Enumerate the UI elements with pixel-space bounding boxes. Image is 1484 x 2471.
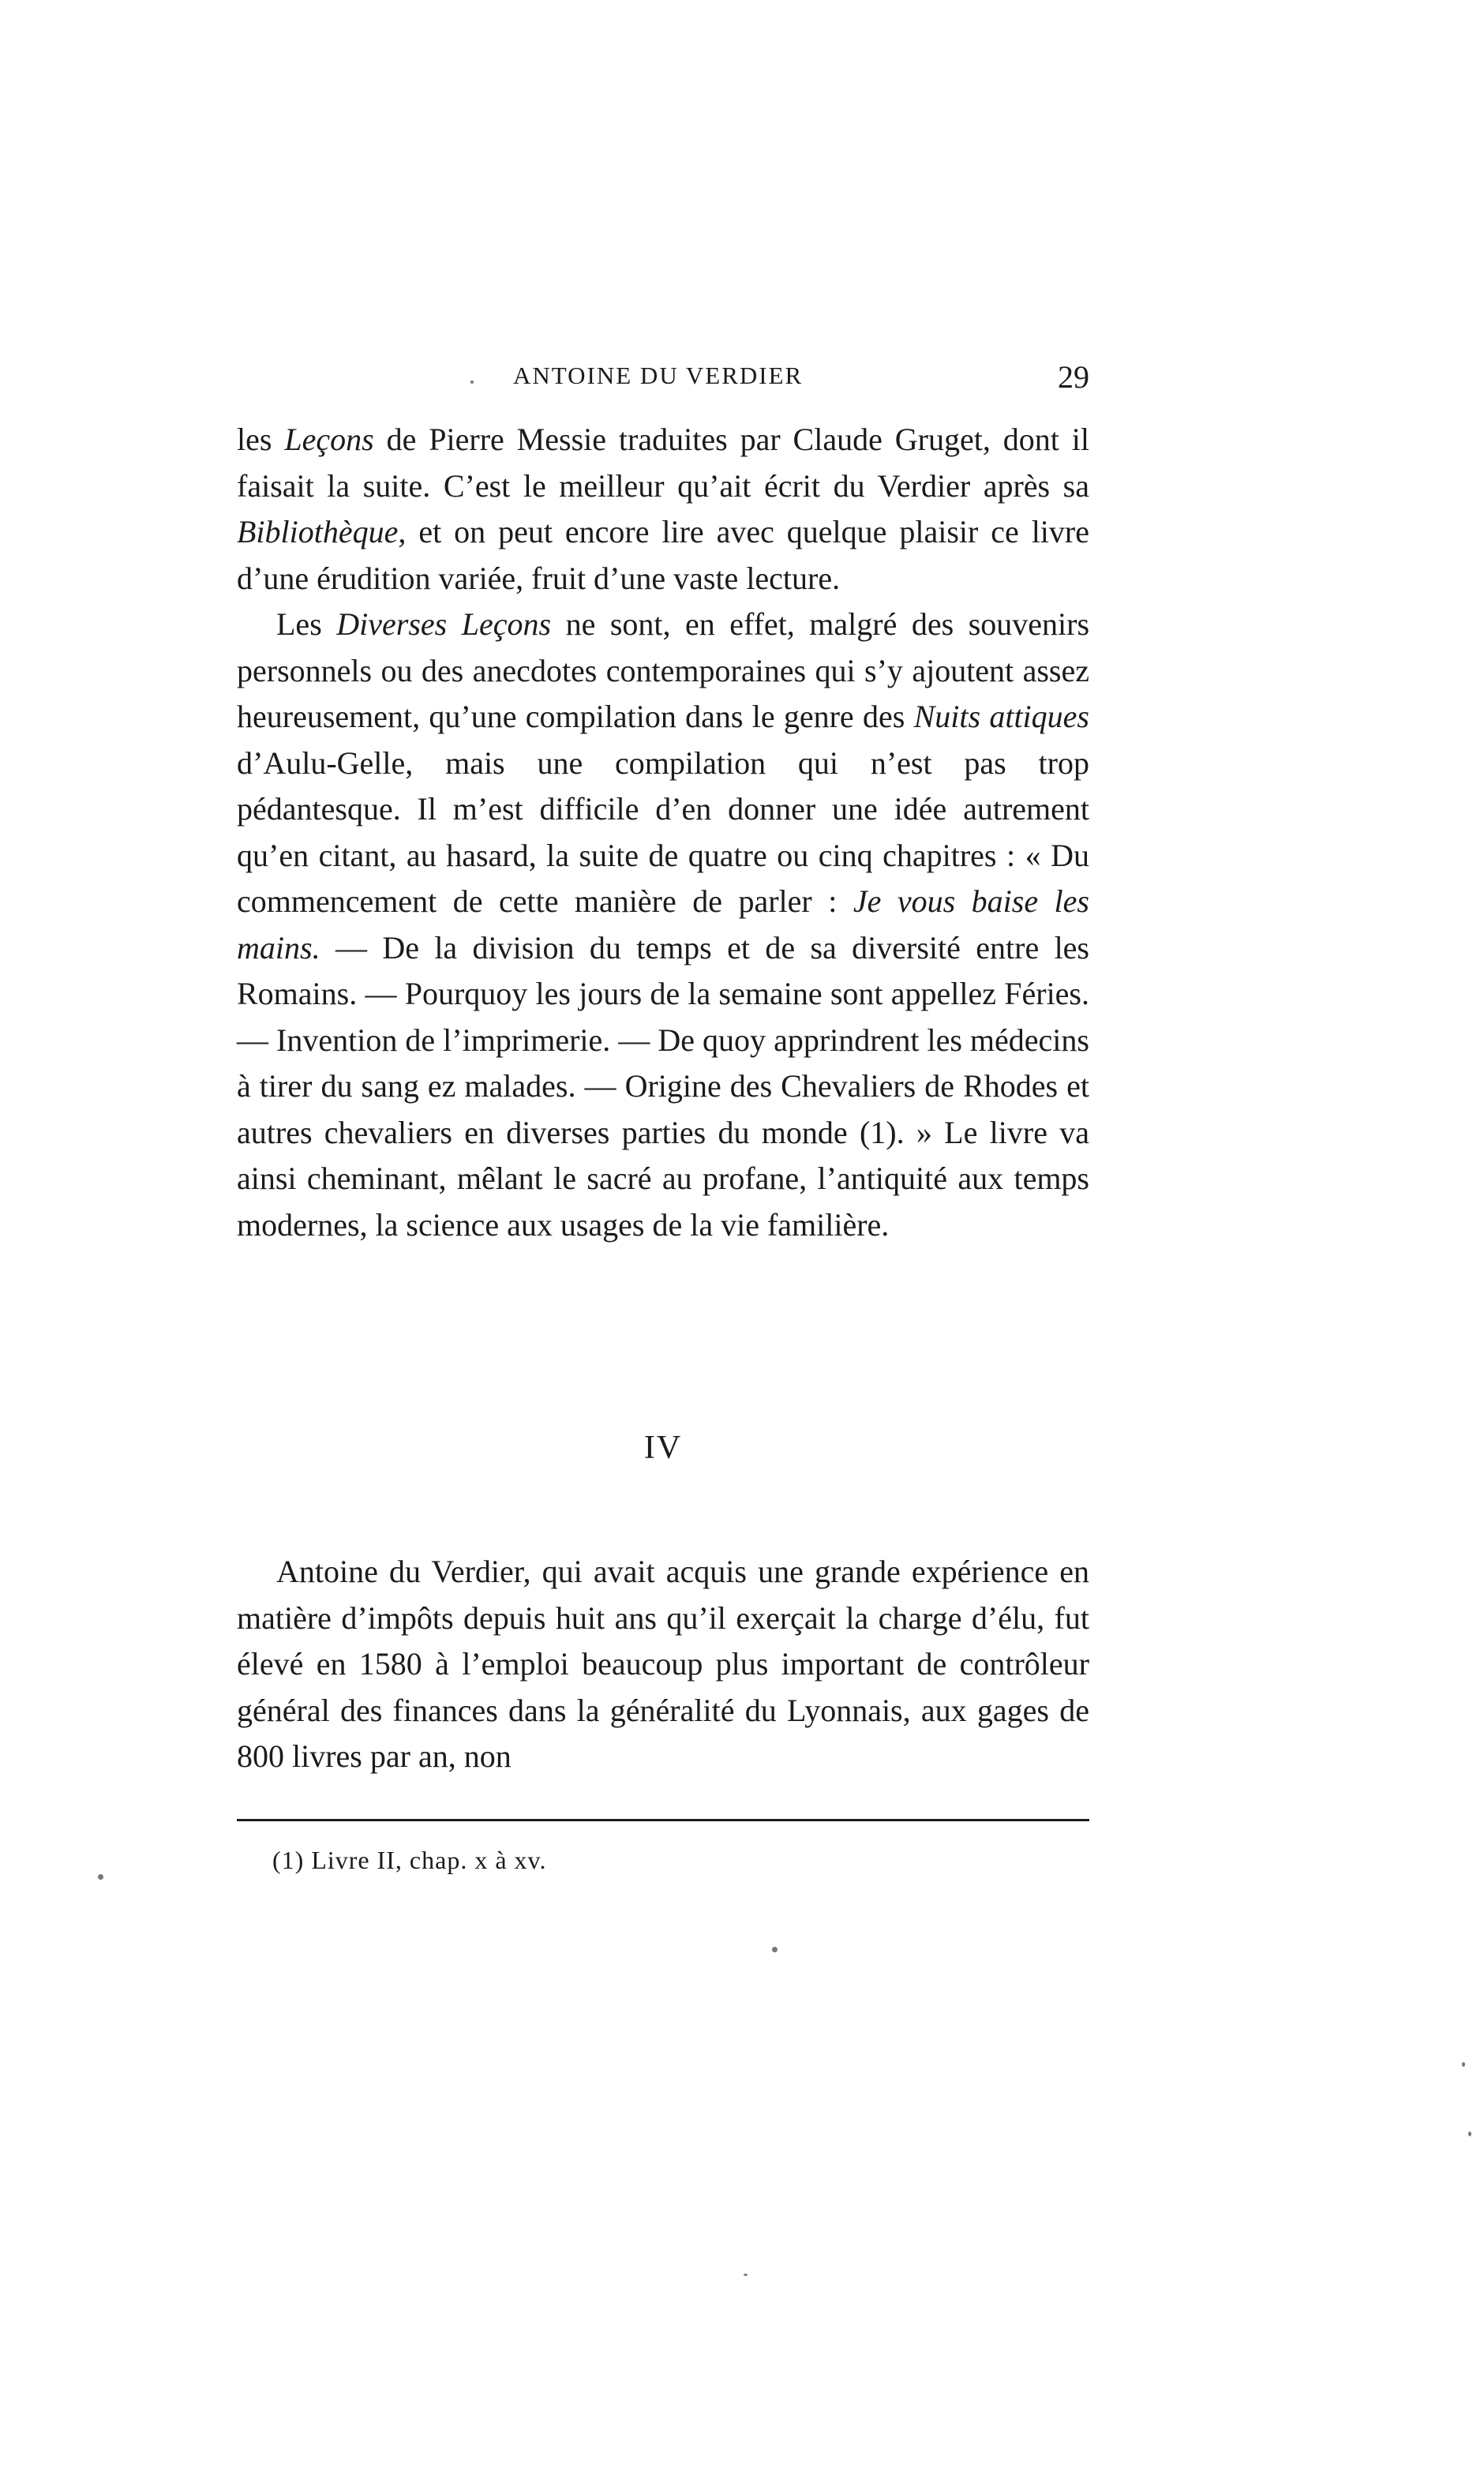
paragraph bbox=[237, 417, 1089, 602]
paragraph bbox=[237, 602, 1089, 1248]
text-run: d’Aulu-Gelle, mais une compilation qui n’est pas trop pédantesque. Il m’est difficile d’en donner une idée autrement qu’en citant, au hasard, la suite de quatre ou cinq chapitres : « Du commencement de cette manière de parler : bbox=[237, 744, 1089, 919]
text-run: et on peut encore lire avec quelque plaisir ce livre d’une érudition variée, fruit d’une vaste lecture. bbox=[237, 514, 1089, 596]
section-heading: IV bbox=[643, 1430, 683, 1466]
text-run: — De la division du temps et de sa diversité entre les Romains. — Pourquoy les jours de la semaine sont appellez Féries. — Invention de l’imprimerie. — De quoy apprindrent les médecins à tirer du sang ez malades. — Origine des Chevaliers de Rhodes et autres chevaliers en diverses parties du monde (1). » Le livre va ainsi cheminant, mêlant le sacré au profane, l’antiquité aux temps modernes, la science aux usages de la vie familière. bbox=[237, 929, 1089, 1243]
section-body-text bbox=[237, 1549, 1089, 1780]
page-number: 29 bbox=[1058, 359, 1089, 395]
italic-text: Nuits attiques bbox=[913, 699, 1089, 734]
text-run: les bbox=[237, 422, 285, 457]
italic-text: Leçons bbox=[284, 422, 374, 457]
paragraph bbox=[237, 1549, 1089, 1780]
scan-speck bbox=[744, 2274, 748, 2276]
text-run: de Pierre Messie traduites par Claude Gruget, dont il faisait la suite. C’est le meilleur qu’ait écrit du Verdier après sa bbox=[237, 422, 1090, 504]
page-header bbox=[237, 359, 1089, 401]
scan-speck bbox=[98, 1874, 103, 1880]
italic-text: Bibliothèque, bbox=[237, 514, 407, 549]
body-text bbox=[237, 417, 1089, 1248]
text-run: Les bbox=[276, 606, 337, 642]
italic-text: Diverses Leçons bbox=[336, 606, 552, 642]
footnote-divider bbox=[237, 1819, 1089, 1821]
footnote: (1) Livre II, chap. x à xv. bbox=[272, 1846, 547, 1874]
text-run: Antoine du Verdier, qui avait acquis une grande expérience en matière d’impôts depuis huit ans qu’il exerçait la charge d’élu, fut élevé en 1580 à l’emploi beaucoup plus important de contrôleur général des finances dans la généralité du Lyonnais, aux gages de 800 livres par an, non bbox=[237, 1554, 1089, 1774]
italic-text: Je vous baise les mains. bbox=[237, 883, 1089, 966]
scan-speck bbox=[1462, 2062, 1465, 2067]
text-run: ne sont, en effet, malgré des souvenirs personnels ou des anecdotes contemporaines qui s’y ajoutent assez heureusement, qu’une compilation dans le genre des bbox=[237, 606, 1090, 734]
scan-speck bbox=[772, 1947, 778, 1952]
running-title: ANTOINE DU VERDIER bbox=[513, 362, 804, 389]
scan-speck bbox=[1468, 2132, 1471, 2136]
scan-speck bbox=[470, 381, 474, 384]
